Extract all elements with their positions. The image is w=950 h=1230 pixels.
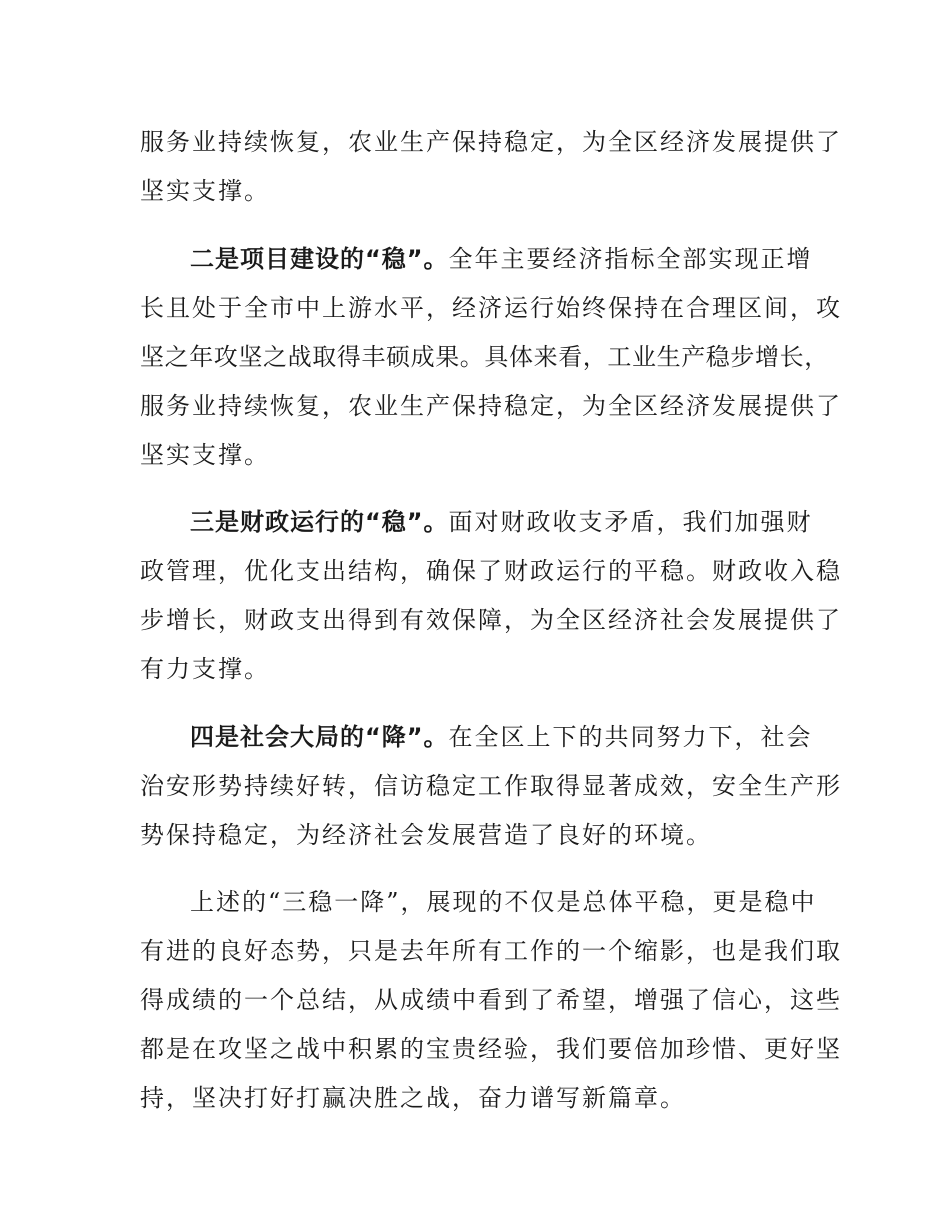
section-line: 势保持稳定，为经济社会发展营造了良好的环境。 xyxy=(140,821,712,849)
section-line: 步增长，财政支出得到有效保障，为全区经济社会发展提供了 xyxy=(140,606,842,634)
conclusion-line: 持，坚决打好打赢决胜之战，奋力谱写新篇章。 xyxy=(140,1084,686,1112)
section-heading: 四是社会大局的“降”。 xyxy=(190,723,449,751)
section-first-line xyxy=(190,721,813,753)
section-heading: 二是项目建设的“稳”。 xyxy=(190,245,449,273)
section-first-line xyxy=(190,506,813,538)
section-text: 面对财政收支矛盾，我们加强财 xyxy=(448,508,813,536)
section-line: 治安形势持续好转，信访稳定工作取得显著成效，安全生产形 xyxy=(140,772,842,800)
section-line: 政管理，优化支出结构，确保了财政运行的平稳。财政收入稳 xyxy=(140,557,842,585)
section-line: 有力支撑。 xyxy=(140,655,270,683)
section-line: 坚之年攻坚之战取得丰硕成果。具体来看，工业生产稳步增长， xyxy=(140,343,829,371)
intro-line: 服务业持续恢复，农业生产保持稳定，为全区经济发展提供了 xyxy=(140,128,842,156)
conclusion-first-line: 上述的“三稳一降”，展现的不仅是总体平稳，更是稳中 xyxy=(190,888,817,916)
section-text: 在全区上下的共同努力下，社会 xyxy=(448,723,813,751)
conclusion-line: 都是在攻坚之战中积累的宝贵经验，我们要倍加珍惜、更好坚 xyxy=(140,1035,842,1063)
section-text: 全年主要经济指标全部实现正增 xyxy=(448,245,813,273)
section-line: 坚实支撑。 xyxy=(140,441,270,469)
section-line: 长且处于全市中上游水平，经济运行始终保持在合理区间，攻 xyxy=(140,294,842,322)
conclusion-line: 有进的良好态势，只是去年所有工作的一个缩影，也是我们取 xyxy=(140,937,842,965)
section-line: 服务业持续恢复，农业生产保持稳定，为全区经济发展提供了 xyxy=(140,392,842,420)
section-heading: 三是财政运行的“稳”。 xyxy=(190,508,449,536)
conclusion-line: 得成绩的一个总结，从成绩中看到了希望，增强了信心，这些 xyxy=(140,986,842,1014)
intro-line: 坚实支撑。 xyxy=(140,177,270,205)
section-first-line xyxy=(190,243,813,275)
